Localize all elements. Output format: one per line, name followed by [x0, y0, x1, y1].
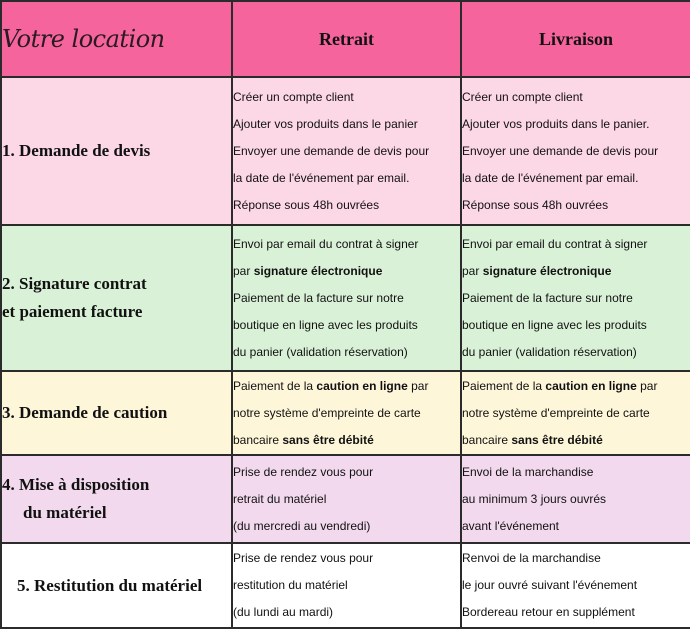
detail-line: (du mercredi au vendredi): [233, 518, 371, 533]
detail-line: Créer un compte client: [462, 89, 583, 104]
detail-line: [462, 373, 690, 400]
detail-line: au minimum 3 jours ouvrés: [462, 491, 607, 506]
livraison-cell: [461, 77, 690, 225]
retrait-cell: [232, 225, 461, 371]
detail-line: [462, 427, 690, 454]
detail-line: du panier (validation réservation): [233, 344, 408, 359]
retrait-cell: [232, 455, 461, 543]
detail-line: avant l'événement: [462, 518, 560, 533]
column-header-livraison: Livraison: [461, 1, 690, 77]
livraison-cell: [461, 455, 690, 543]
detail-line: notre système d'empreinte de carte: [462, 405, 650, 420]
detail-line: Paiement de la facture sur notre: [233, 290, 404, 305]
step-row-mise-a-disposition: [1, 455, 690, 543]
detail-text: bancaire: [462, 432, 509, 447]
detail-line: Prise de rendez vous pour: [233, 464, 374, 479]
detail-line: [233, 373, 460, 400]
detail-line: Renvoi de la marchandise: [462, 551, 601, 565]
retrait-cell: [232, 543, 461, 628]
detail-text: Paiement de la: [462, 378, 543, 393]
step-label: [1, 543, 232, 628]
step-row-caution: [1, 371, 690, 455]
detail-line: Ajouter vos produits dans le panier.: [462, 116, 650, 131]
detail-line: la date de l'événement par email.: [462, 170, 639, 185]
detail-text: par: [233, 263, 251, 278]
detail-line: Envoi par email du contrat à signer: [233, 236, 419, 251]
detail-emphasis: caution en ligne: [316, 378, 408, 393]
detail-line: Ajouter vos produits dans le panier: [233, 116, 418, 131]
detail-line: le jour ouvré suivant l'événement: [462, 578, 638, 592]
step-row-restitution: [1, 543, 690, 628]
detail-emphasis: caution en ligne: [545, 378, 637, 393]
detail-line: retrait du matériel: [233, 491, 327, 506]
step-label-line: et paiement facture: [2, 302, 143, 321]
livraison-cell: [461, 371, 690, 455]
detail-emphasis: signature électronique: [482, 263, 612, 278]
detail-line: [233, 258, 460, 285]
detail-line: Créer un compte client: [233, 89, 354, 104]
detail-line: Réponse sous 48h ouvrées: [462, 197, 609, 212]
step-label-line: 2. Signature contrat: [2, 274, 147, 293]
step-label-line: du matériel: [23, 503, 107, 522]
step-label: [1, 77, 232, 225]
detail-line: boutique en ligne avec les produits: [462, 317, 647, 332]
detail-line: Envoi par email du contrat à signer: [462, 236, 648, 251]
detail-line: Bordereau retour en supplément: [462, 605, 635, 619]
detail-line: Réponse sous 48h ouvrées: [233, 197, 380, 212]
step-label-line: 1. Demande de devis: [2, 141, 151, 160]
step-row-devis: [1, 77, 690, 225]
detail-line: [233, 427, 460, 454]
step-label: [1, 371, 232, 455]
detail-line: boutique en ligne avec les produits: [233, 317, 418, 332]
detail-text: par: [640, 378, 658, 393]
detail-line: Prise de rendez vous pour: [233, 551, 374, 565]
detail-line: Envoyer une demande de devis pour: [462, 143, 659, 158]
retrait-cell: [232, 371, 461, 455]
step-label-line: 3. Demande de caution: [2, 403, 168, 422]
detail-line: restitution du matériel: [233, 578, 348, 592]
detail-line: Envoi de la marchandise: [462, 464, 594, 479]
livraison-cell: [461, 225, 690, 371]
detail-line: Paiement de la facture sur notre: [462, 290, 633, 305]
step-label: [1, 225, 232, 371]
detail-emphasis: sans être débité: [282, 432, 374, 447]
detail-line: notre système d'empreinte de carte: [233, 405, 421, 420]
step-label-line: 4. Mise à disposition: [2, 475, 150, 494]
step-label-line: 5. Restitution du matériel: [17, 575, 203, 595]
detail-line: [462, 258, 690, 285]
detail-text: par: [411, 378, 429, 393]
livraison-cell: [461, 543, 690, 628]
detail-line: Envoyer une demande de devis pour: [233, 143, 430, 158]
detail-line: du panier (validation réservation): [462, 344, 637, 359]
detail-text: bancaire: [233, 432, 280, 447]
retrait-cell: [232, 77, 461, 225]
detail-text: Paiement de la: [233, 378, 314, 393]
detail-emphasis: signature électronique: [253, 263, 383, 278]
detail-line: (du lundi au mardi): [233, 605, 334, 619]
header-row: [1, 1, 690, 77]
column-header-retrait: Retrait: [232, 1, 461, 77]
step-label: [1, 455, 232, 543]
table-title: Votre location: [1, 1, 232, 77]
detail-line: la date de l'événement par email.: [233, 170, 410, 185]
detail-emphasis: sans être débité: [511, 432, 603, 447]
step-row-signature: [1, 225, 690, 371]
detail-text: par: [462, 263, 480, 278]
